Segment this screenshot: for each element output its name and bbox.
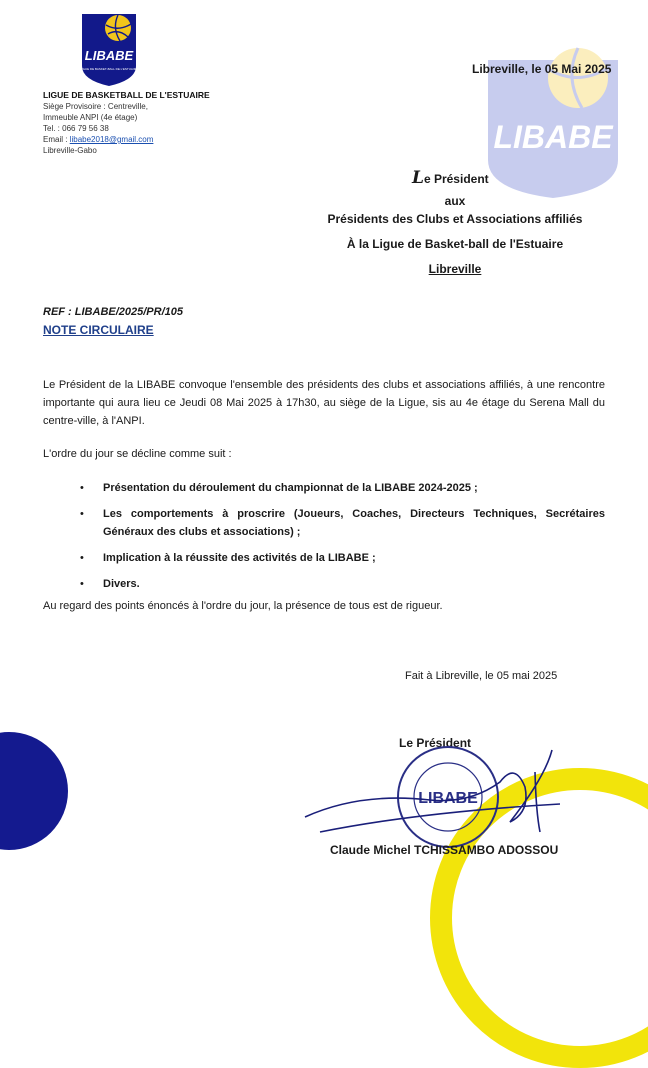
reference-number: REF : LIBABE/2025/PR/105: [43, 306, 183, 318]
agenda-item: [80, 549, 605, 567]
email-link[interactable]: libabe2018@gmail.com: [69, 135, 154, 144]
intro-paragraph: Le Président de la LIBABE convoque l'ensemble des présidents des clubs et associations affiliés, à une rencontre importante qui aura lieu ce Jeudi 08 Mai 2025 à 17h30, au siège de la Ligue, sis au 4e étage du Serena Mall du centre-ville, à l'ANPI.: [43, 379, 605, 427]
address-line-1: Siège Provisoire : Centreville,: [43, 102, 148, 111]
phone: Tel. : 066 79 56 38: [43, 124, 109, 133]
agenda-list: [80, 479, 605, 601]
from-rest: e Président: [423, 172, 489, 186]
address-line-2: Immeuble ANPI (4e étage): [43, 113, 138, 122]
letter-date: Libreville, le 05 Mai 2025: [472, 62, 612, 76]
libabe-logo: [78, 8, 140, 88]
agenda-item-text: Présentation du déroulement du championnat de la LIBABE 2024-2025 ;: [103, 482, 478, 494]
signatory-title: Le Président: [399, 736, 472, 750]
recipient-line-1: aux: [444, 194, 466, 208]
recipient-line-3: À la Ligue de Basket-ball de l'Estuaire: [346, 237, 564, 251]
sender-header: [43, 90, 210, 156]
bullet-icon: •: [80, 482, 84, 494]
bullet-icon: •: [80, 578, 84, 590]
agenda-item: [80, 505, 605, 541]
stamp-text: LIBABE: [418, 790, 478, 807]
org-name: LIGUE DE BASKETBALL DE L'ESTUAIRE: [43, 90, 210, 100]
email-row: [43, 134, 210, 145]
place-and-date: Fait à Libreville, le 05 mai 2025: [405, 670, 558, 682]
recipient-line-4: Libreville: [428, 262, 482, 276]
city: Libreville-Gabo: [43, 146, 97, 155]
agenda-item: [80, 479, 605, 497]
decorative-blue-circle: [0, 732, 68, 850]
document-title: NOTE CIRCULAIRE: [43, 323, 154, 337]
bullet-icon: •: [80, 508, 84, 520]
agenda-item-text: Implication à la réussite des activités de la LIBABE ;: [103, 552, 376, 564]
agenda-item-text: Les comportements à proscrire (Joueurs, Coaches, Directeurs Techniques, Secrétaires Généraux des clubs et associations) ;: [103, 508, 605, 538]
watermark-text: LIBABE: [493, 119, 613, 155]
bullet-icon: •: [80, 552, 84, 564]
handwritten-signature: [300, 742, 570, 852]
email-label: Email :: [43, 135, 68, 144]
from-initial: L: [412, 168, 424, 188]
agenda-intro: L'ordre du jour se décline comme suit :: [43, 448, 232, 460]
logo-subtext: LIGUE DE BASKET-BALL DE L'ESTUAIRE: [80, 67, 138, 71]
recipient-line-2: Présidents des Clubs et Associations affiliés: [327, 212, 583, 226]
agenda-item-text: Divers.: [103, 578, 140, 590]
watermark-logo: [478, 30, 628, 200]
agenda-item: [80, 575, 605, 593]
logo-text: LIBABE: [84, 48, 134, 63]
from-line: [412, 168, 489, 188]
signatory-name: Claude Michel TCHISSAMBO ADOSSOU: [330, 843, 559, 857]
closing-paragraph: Au regard des points énoncés à l'ordre du jour, la présence de tous est de rigueur.: [43, 600, 443, 612]
